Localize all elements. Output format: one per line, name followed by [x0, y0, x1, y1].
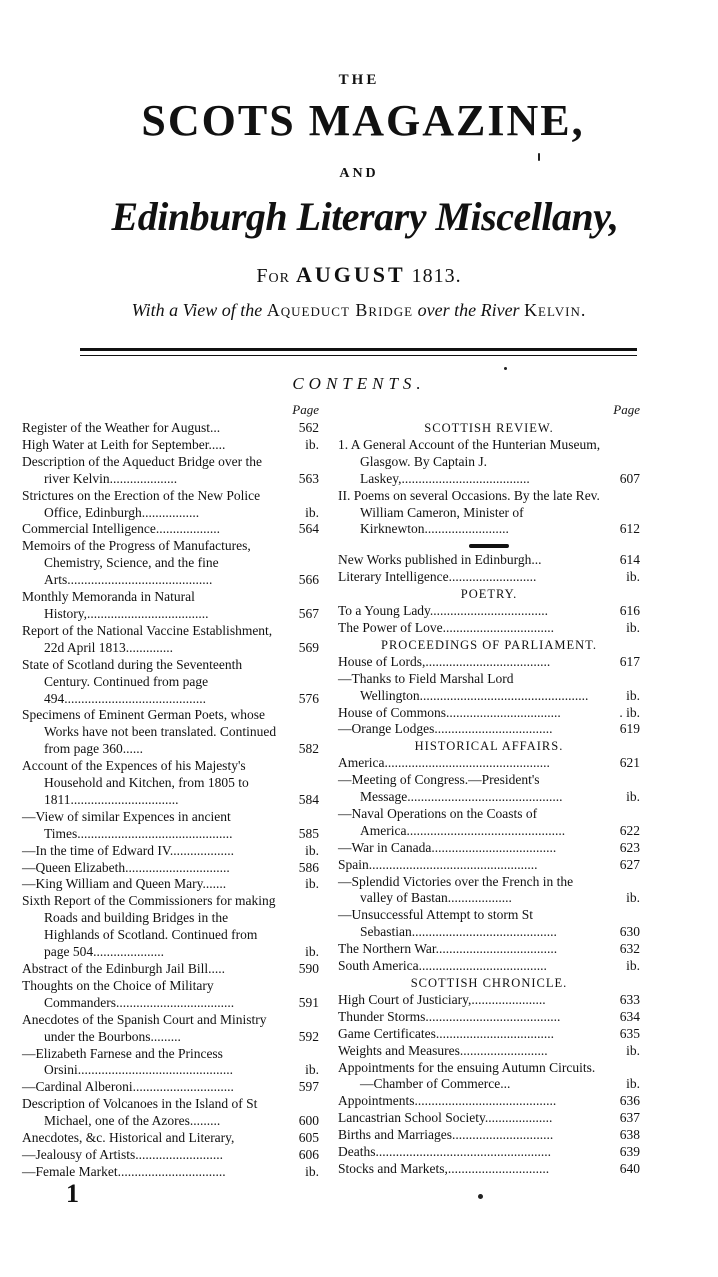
section-heading: SCOTTISH REVIEW. [424, 421, 554, 435]
contents-entry [22, 538, 319, 589]
entry-title: —Naval Operations on the Coasts of America............................................... [338, 805, 566, 838]
issue-prefix: For [256, 265, 290, 287]
entry-title: —Unsuccessful Attempt to storm St Sebastian........................................... [338, 907, 557, 940]
entry-page: 586 [298, 859, 319, 875]
entry-title: Thoughts on the Choice of Military Commanders................................... [22, 977, 235, 1010]
entry-title: High Court of Justiciary,...................... [338, 991, 546, 1007]
entry-title: Sixth Report of the Commissioners for making Roads and building Bridges in the Highlands of Scotland. Continued from page 504..................... [22, 893, 276, 960]
entry-title: Spain.................................................. [338, 856, 538, 872]
ornament-divider [338, 538, 640, 552]
contents-entry [338, 1026, 640, 1043]
contents-entry [22, 1046, 319, 1080]
entry-page: 621 [619, 755, 640, 771]
entry-page: 592 [298, 1028, 319, 1044]
entry-title: House of Commons.................................. [338, 704, 561, 720]
entry-page: ib. [626, 687, 640, 703]
entry-title: —Jealousy of Artists.......................... [22, 1146, 223, 1162]
contents-entry [338, 488, 640, 539]
entry-title: 1. A General Account of the Hunterian Museum, Glasgow. By Captain J. Laskey,...................................... [338, 436, 601, 486]
contents-entry [338, 437, 640, 488]
entry-page: 597 [298, 1079, 319, 1095]
contents-entry [338, 874, 640, 908]
view-text-a: With a View of the [131, 300, 263, 320]
view-text-b: Aqueduct Bridge [266, 300, 414, 320]
contents-entry [22, 454, 319, 488]
contents-entry [338, 907, 640, 941]
contents-entry [338, 772, 640, 806]
entry-title: Deaths.................................................... [338, 1144, 551, 1160]
magazine-title: SCOTS MAGAZINE, [141, 96, 585, 145]
entry-page: 600 [298, 1113, 319, 1129]
contents-entry [22, 1096, 319, 1130]
entry-page: ib. [626, 569, 640, 585]
entry-page: 567 [298, 605, 319, 621]
contents-entry [338, 992, 640, 1009]
contents-entry [338, 755, 640, 772]
entry-page: 562 [298, 420, 319, 435]
entry-page: 622 [619, 822, 640, 838]
contents-entry [22, 623, 319, 657]
entry-title: High Water at Leith for September..... [22, 436, 226, 452]
page-column-label: Page [613, 402, 640, 417]
contents-entry [338, 1127, 640, 1144]
entry-page: ib. [626, 1042, 640, 1058]
entry-page: 639 [619, 1144, 640, 1160]
issue-line [0, 262, 718, 288]
entry-page: 637 [619, 1110, 640, 1126]
contents-entry [22, 978, 319, 1012]
entry-title: Monthly Memoranda in Natural History,.................................... [22, 589, 209, 621]
entry-page: 638 [619, 1127, 640, 1143]
entry-title: House of Lords,..................................... [338, 653, 551, 669]
entry-title: —Female Market................................ [22, 1163, 226, 1179]
entry-page: 623 [619, 839, 640, 855]
entry-page: 564 [298, 521, 319, 537]
entry-page: 591 [298, 994, 319, 1010]
entry-title: Abstract of the Edinburgh Jail Bill..... [22, 961, 225, 976]
speck [538, 153, 540, 161]
entry-title: —War in Canada..................................... [338, 839, 557, 855]
entry-title: —Orange Lodges................................... [338, 721, 553, 737]
entry-page: ib. [626, 958, 640, 974]
header-the: THE [338, 72, 380, 88]
entry-title: Description of Volcanoes in the Island of St Michael, one of the Azores......... [22, 1096, 258, 1129]
contents-entry [22, 893, 319, 961]
entry-page: 612 [619, 521, 640, 537]
contents-entry [22, 1130, 319, 1147]
contents-entry [22, 1147, 319, 1164]
entry-title: Births and Marriages.............................. [338, 1127, 554, 1143]
contents-heading: CONTENTS. [292, 374, 426, 393]
entry-title: —Queen Elizabeth............................... [22, 859, 230, 875]
entry-title: Lancastrian School Society.................... [338, 1110, 553, 1126]
entry-title: The Power of Love................................. [338, 619, 554, 635]
entry-page: 619 [619, 721, 640, 737]
contents-entry [22, 876, 319, 893]
entry-page: 614 [619, 552, 640, 568]
contents-entry [338, 654, 640, 671]
entry-title: Report of the National Vaccine Establishment, 22d April 1813.............. [22, 622, 273, 655]
contents-entry [338, 806, 640, 840]
entry-page: 632 [619, 941, 640, 957]
entry-page: 585 [298, 825, 319, 841]
entry-page: 627 [619, 856, 640, 872]
entry-title: Anecdotes of the Spanish Court and Ministry under the Bourbons......... [22, 1011, 267, 1044]
entry-page: . ib. [619, 704, 640, 720]
contents-entry [22, 860, 319, 877]
contents-entry [22, 809, 319, 843]
contents-entry [338, 569, 640, 586]
ornament-bar [469, 544, 509, 548]
contents-entry [22, 1079, 319, 1096]
contents-entry [22, 521, 319, 538]
entry-page: 606 [298, 1146, 319, 1162]
contents-entry [22, 420, 319, 437]
entry-page: ib. [305, 876, 319, 892]
view-line [0, 300, 718, 321]
entry-page: 582 [298, 741, 319, 757]
entry-title: Appointments for the ensuing Autumn Circuits.—Chamber of Commerce... [338, 1059, 596, 1092]
section-heading: HISTORICAL AFFAIRS. [414, 739, 564, 754]
entry-title: —Splendid Victories over the French in the valley of Bastan................... [338, 873, 574, 906]
entry-page: 605 [298, 1130, 319, 1146]
section-heading: PROCEEDINGS OF PARLIAMENT. [381, 637, 597, 652]
contents-left-column [22, 402, 319, 1181]
contents-entry [338, 705, 640, 722]
issue-month: AUGUST [295, 262, 406, 287]
heavy-rule [80, 348, 637, 351]
entry-page: ib. [305, 504, 319, 520]
entry-title: —King William and Queen Mary....... [22, 876, 227, 892]
entry-page: ib. [305, 1163, 319, 1179]
entry-title: —Meeting of Congress.—President's Message.............................................. [338, 772, 563, 805]
entry-title: The Northern War.................................... [338, 941, 558, 957]
contents-entry [22, 488, 319, 522]
contents-entry [338, 840, 640, 857]
entry-page: ib. [626, 1076, 640, 1092]
contents-entry [338, 958, 640, 975]
entry-page: 617 [619, 653, 640, 669]
entry-title: Register of the Weather for August... [22, 420, 221, 435]
section-heading: POETRY. [460, 587, 518, 602]
magazine-subtitle: Edinburgh Literary Miscellany, [111, 194, 619, 239]
entry-title: Literary Intelligence.......................... [338, 569, 537, 585]
contents-entry [338, 603, 640, 620]
entry-title: Commercial Intelligence................... [22, 521, 220, 537]
entry-page: ib. [626, 619, 640, 635]
speck [478, 1194, 483, 1199]
contents-entry [22, 437, 319, 454]
right-entry-list [338, 420, 640, 1178]
entry-page: ib. [626, 890, 640, 906]
contents-entry [338, 1060, 640, 1094]
entry-title: Specimens of Eminent German Poets, whose Works have not been translated. Continued from page 360...... [22, 707, 277, 757]
contents-entry [338, 1093, 640, 1110]
contents-entry [22, 707, 319, 758]
entry-title: —Cardinal Alberoni.............................. [22, 1079, 234, 1095]
entry-title: Memoirs of the Progress of Manufactures, Chemistry, Science, and the fine Arts........................................... [22, 538, 251, 588]
entry-page: 635 [619, 1025, 640, 1041]
contents-entry [338, 941, 640, 958]
entry-title: State of Scotland during the Seventeenth Century. Continued from page 494.......................................... [22, 656, 243, 706]
entry-title: —Elizabeth Farnese and the Princess Orsini.............................................. [22, 1045, 233, 1078]
entry-title: South America...................................... [338, 958, 547, 974]
entry-page: ib. [305, 436, 319, 452]
contents-entry [22, 657, 319, 708]
entry-page: ib. [626, 789, 640, 805]
contents-entry [338, 1144, 640, 1161]
section-heading: SCOTTISH CHRONICLE. [410, 976, 568, 990]
entry-title: To a Young Lady................................... [338, 603, 549, 619]
entry-title: Thunder Storms........................................ [338, 1008, 561, 1024]
contents-entry [338, 620, 640, 637]
contents-entry [338, 1043, 640, 1060]
entry-title: —Thanks to Field Marshal Lord Wellington.................................................. [338, 670, 589, 703]
entry-page: 576 [298, 690, 319, 706]
entry-title: II. Poems on several Occasions. By the late Rev. William Cameron, Minister of Kirknewton......................... [338, 487, 600, 537]
contents-entry [338, 1161, 640, 1178]
view-text-d: Kelvin. [524, 300, 587, 320]
entry-page: 640 [619, 1160, 640, 1176]
contents-entry [22, 589, 319, 623]
entry-page: 584 [298, 791, 319, 807]
view-text-c: over the River [417, 300, 520, 320]
entry-title: Strictures on the Erection of the New Police Office, Edinburgh................. [22, 487, 261, 520]
entry-page: 633 [619, 991, 640, 1007]
entry-title: Weights and Measures.......................... [338, 1042, 548, 1058]
page-folio: 1 [66, 1179, 79, 1208]
entry-title: Game Certificates................................... [338, 1025, 554, 1041]
thin-rule [80, 355, 637, 356]
entry-page: 569 [298, 639, 319, 655]
entry-title: Description of the Aqueduct Bridge over the river Kelvin.................... [22, 453, 262, 486]
entry-page: 636 [619, 1093, 640, 1109]
header-and: AND [339, 166, 379, 181]
entry-page: 563 [298, 470, 319, 486]
entry-title: Appointments.......................................... [338, 1093, 557, 1109]
entry-page: 590 [298, 961, 319, 976]
entry-page: 616 [619, 603, 640, 619]
entry-title: —In the time of Edward IV................... [22, 842, 234, 858]
page-column-label: Page [292, 402, 319, 417]
entry-page: 607 [619, 470, 640, 486]
entry-title: Stocks and Markets,.............................. [338, 1160, 550, 1176]
left-entry-list [22, 420, 319, 1181]
contents-entry [338, 721, 640, 738]
entry-page: 566 [298, 572, 319, 588]
contents-entry [338, 1009, 640, 1026]
speck [504, 367, 507, 370]
entry-title: Account of the Expences of his Majesty's Household and Kitchen, from 1805 to 1811................................ [22, 758, 249, 807]
contents-right-column [338, 402, 640, 1178]
entry-title: New Works published in Edinburgh... [338, 552, 542, 568]
contents-entry [338, 552, 640, 569]
contents-entry [22, 1012, 319, 1046]
entry-page: ib. [305, 842, 319, 858]
contents-entry [338, 857, 640, 874]
entry-page: 630 [619, 924, 640, 940]
entry-page: 634 [619, 1008, 640, 1024]
contents-entry [22, 961, 319, 978]
entry-title: Anecdotes, &c. Historical and Literary, [22, 1130, 235, 1146]
contents-entry [22, 758, 319, 809]
issue-year: 1813. [411, 265, 462, 287]
entry-title: —View of similar Expences in ancient Times.............................................. [22, 808, 233, 841]
contents-entry [338, 1110, 640, 1127]
entry-page: ib. [305, 944, 319, 960]
contents-entry [22, 843, 319, 860]
entry-title: America................................................. [338, 755, 550, 771]
entry-page: ib. [305, 1062, 319, 1078]
contents-entry [338, 671, 640, 705]
